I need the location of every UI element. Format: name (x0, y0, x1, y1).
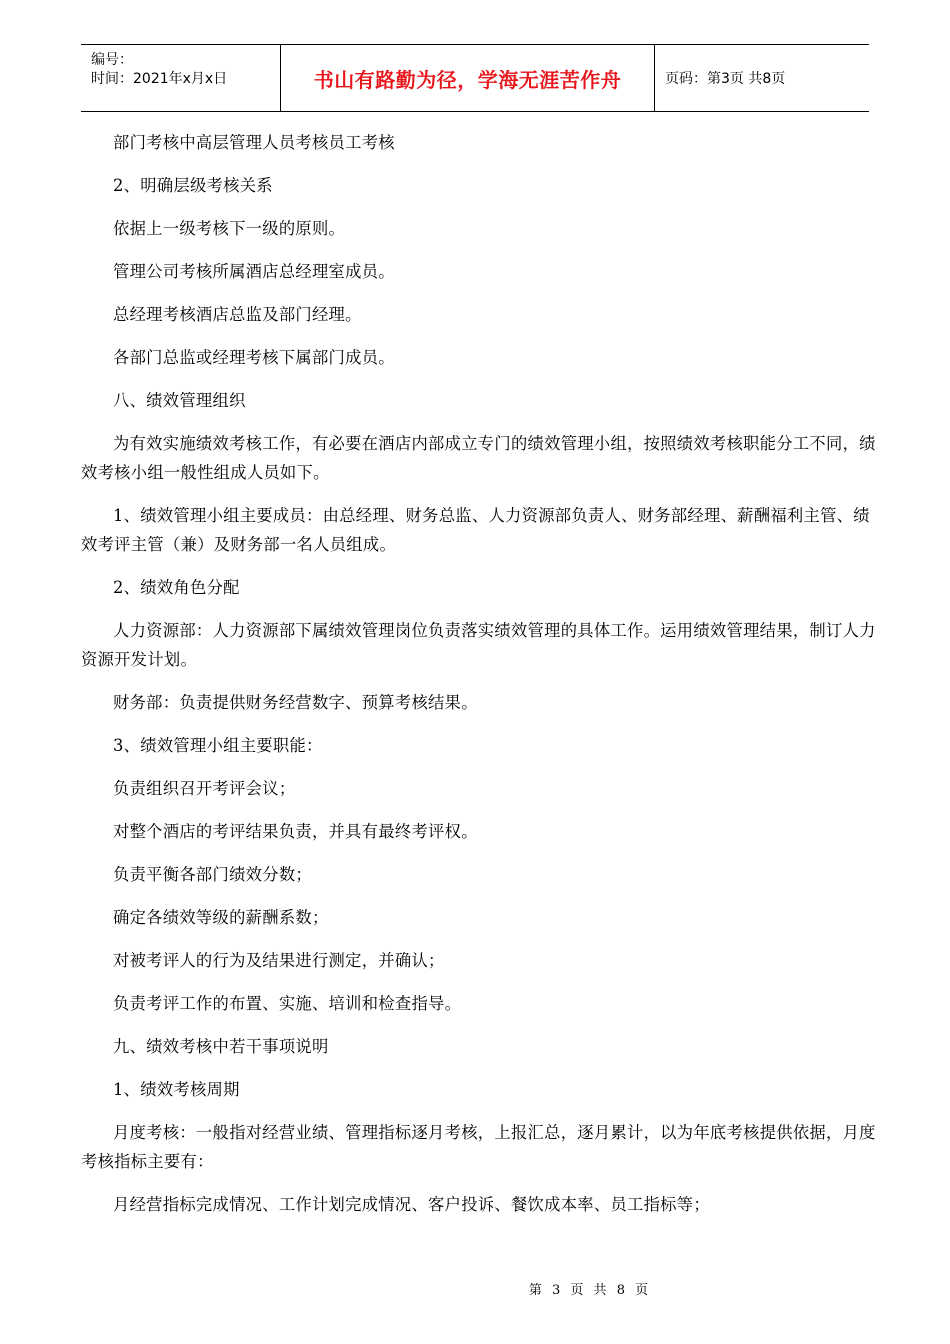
document-time-label: 时间：2021年x月x日 (91, 71, 228, 87)
paragraph: 负责平衡各部门绩效分数； (113, 865, 312, 884)
document-number-label: 编号： (91, 52, 133, 68)
paragraph: 月度考核：一般指对经营业绩、管理指标逐月考核，上报汇总，逐月累计，以为年底考核提供依据，月度考核指标主要有： (81, 1123, 876, 1171)
header-meta-cell (81, 45, 281, 111)
header-motto: 书山有路勤为径，学海无涯苦作舟 (281, 45, 655, 111)
paragraph: 依据上一级考核下一级的原则。 (113, 219, 346, 238)
paragraph: 确定各绩效等级的薪酬系数； (113, 908, 329, 927)
section-heading: 1、绩效考核周期 (113, 1080, 240, 1099)
section-heading: 八、绩效管理组织 (113, 391, 246, 410)
page-footer: 第 3 页 共 8 页 (528, 1283, 652, 1298)
section-heading: 2、明确层级考核关系 (113, 176, 273, 195)
page-header (81, 44, 869, 112)
paragraph: 负责组织召开考评会议； (113, 779, 296, 798)
paragraph: 为有效实施绩效考核工作，有必要在酒店内部成立专门的绩效管理小组，按照绩效考核职能分工不同，绩效考核小组一般性组成人员如下。 (81, 434, 876, 482)
paragraph: 1、绩效管理小组主要成员：由总经理、财务总监、人力资源部负责人、财务部经理、薪酬福利主管、绩效考评主管（兼）及财务部一名人员组成。 (81, 506, 870, 554)
paragraph: 人力资源部：人力资源部下属绩效管理岗位负责落实绩效管理的具体工作。运用绩效管理结果，制订人力资源开发计划。 (81, 621, 876, 669)
section-heading: 九、绩效考核中若干事项说明 (113, 1037, 329, 1056)
paragraph: 部门考核中高层管理人员考核员工考核 (113, 133, 395, 152)
paragraph: 总经理考核酒店总监及部门经理。 (113, 305, 362, 324)
section-heading: 2、绩效角色分配 (113, 578, 240, 597)
document-body (81, 128, 879, 1233)
paragraph: 管理公司考核所属酒店总经理室成员。 (113, 262, 395, 281)
paragraph: 各部门总监或经理考核下属部门成员。 (113, 348, 395, 367)
section-heading: 3、绩效管理小组主要职能： (113, 736, 323, 755)
paragraph: 月经营指标完成情况、工作计划完成情况、客户投诉、餐饮成本率、员工指标等； (113, 1195, 710, 1214)
paragraph: 对整个酒店的考评结果负责，并具有最终考评权。 (113, 822, 478, 841)
paragraph: 负责考评工作的布置、实施、培训和检查指导。 (113, 994, 462, 1013)
paragraph: 对被考评人的行为及结果进行测定，并确认； (113, 951, 445, 970)
paragraph: 财务部：负责提供财务经营数字、预算考核结果。 (113, 693, 478, 712)
header-page-info: 页码：第3页 共8页 (665, 71, 786, 87)
